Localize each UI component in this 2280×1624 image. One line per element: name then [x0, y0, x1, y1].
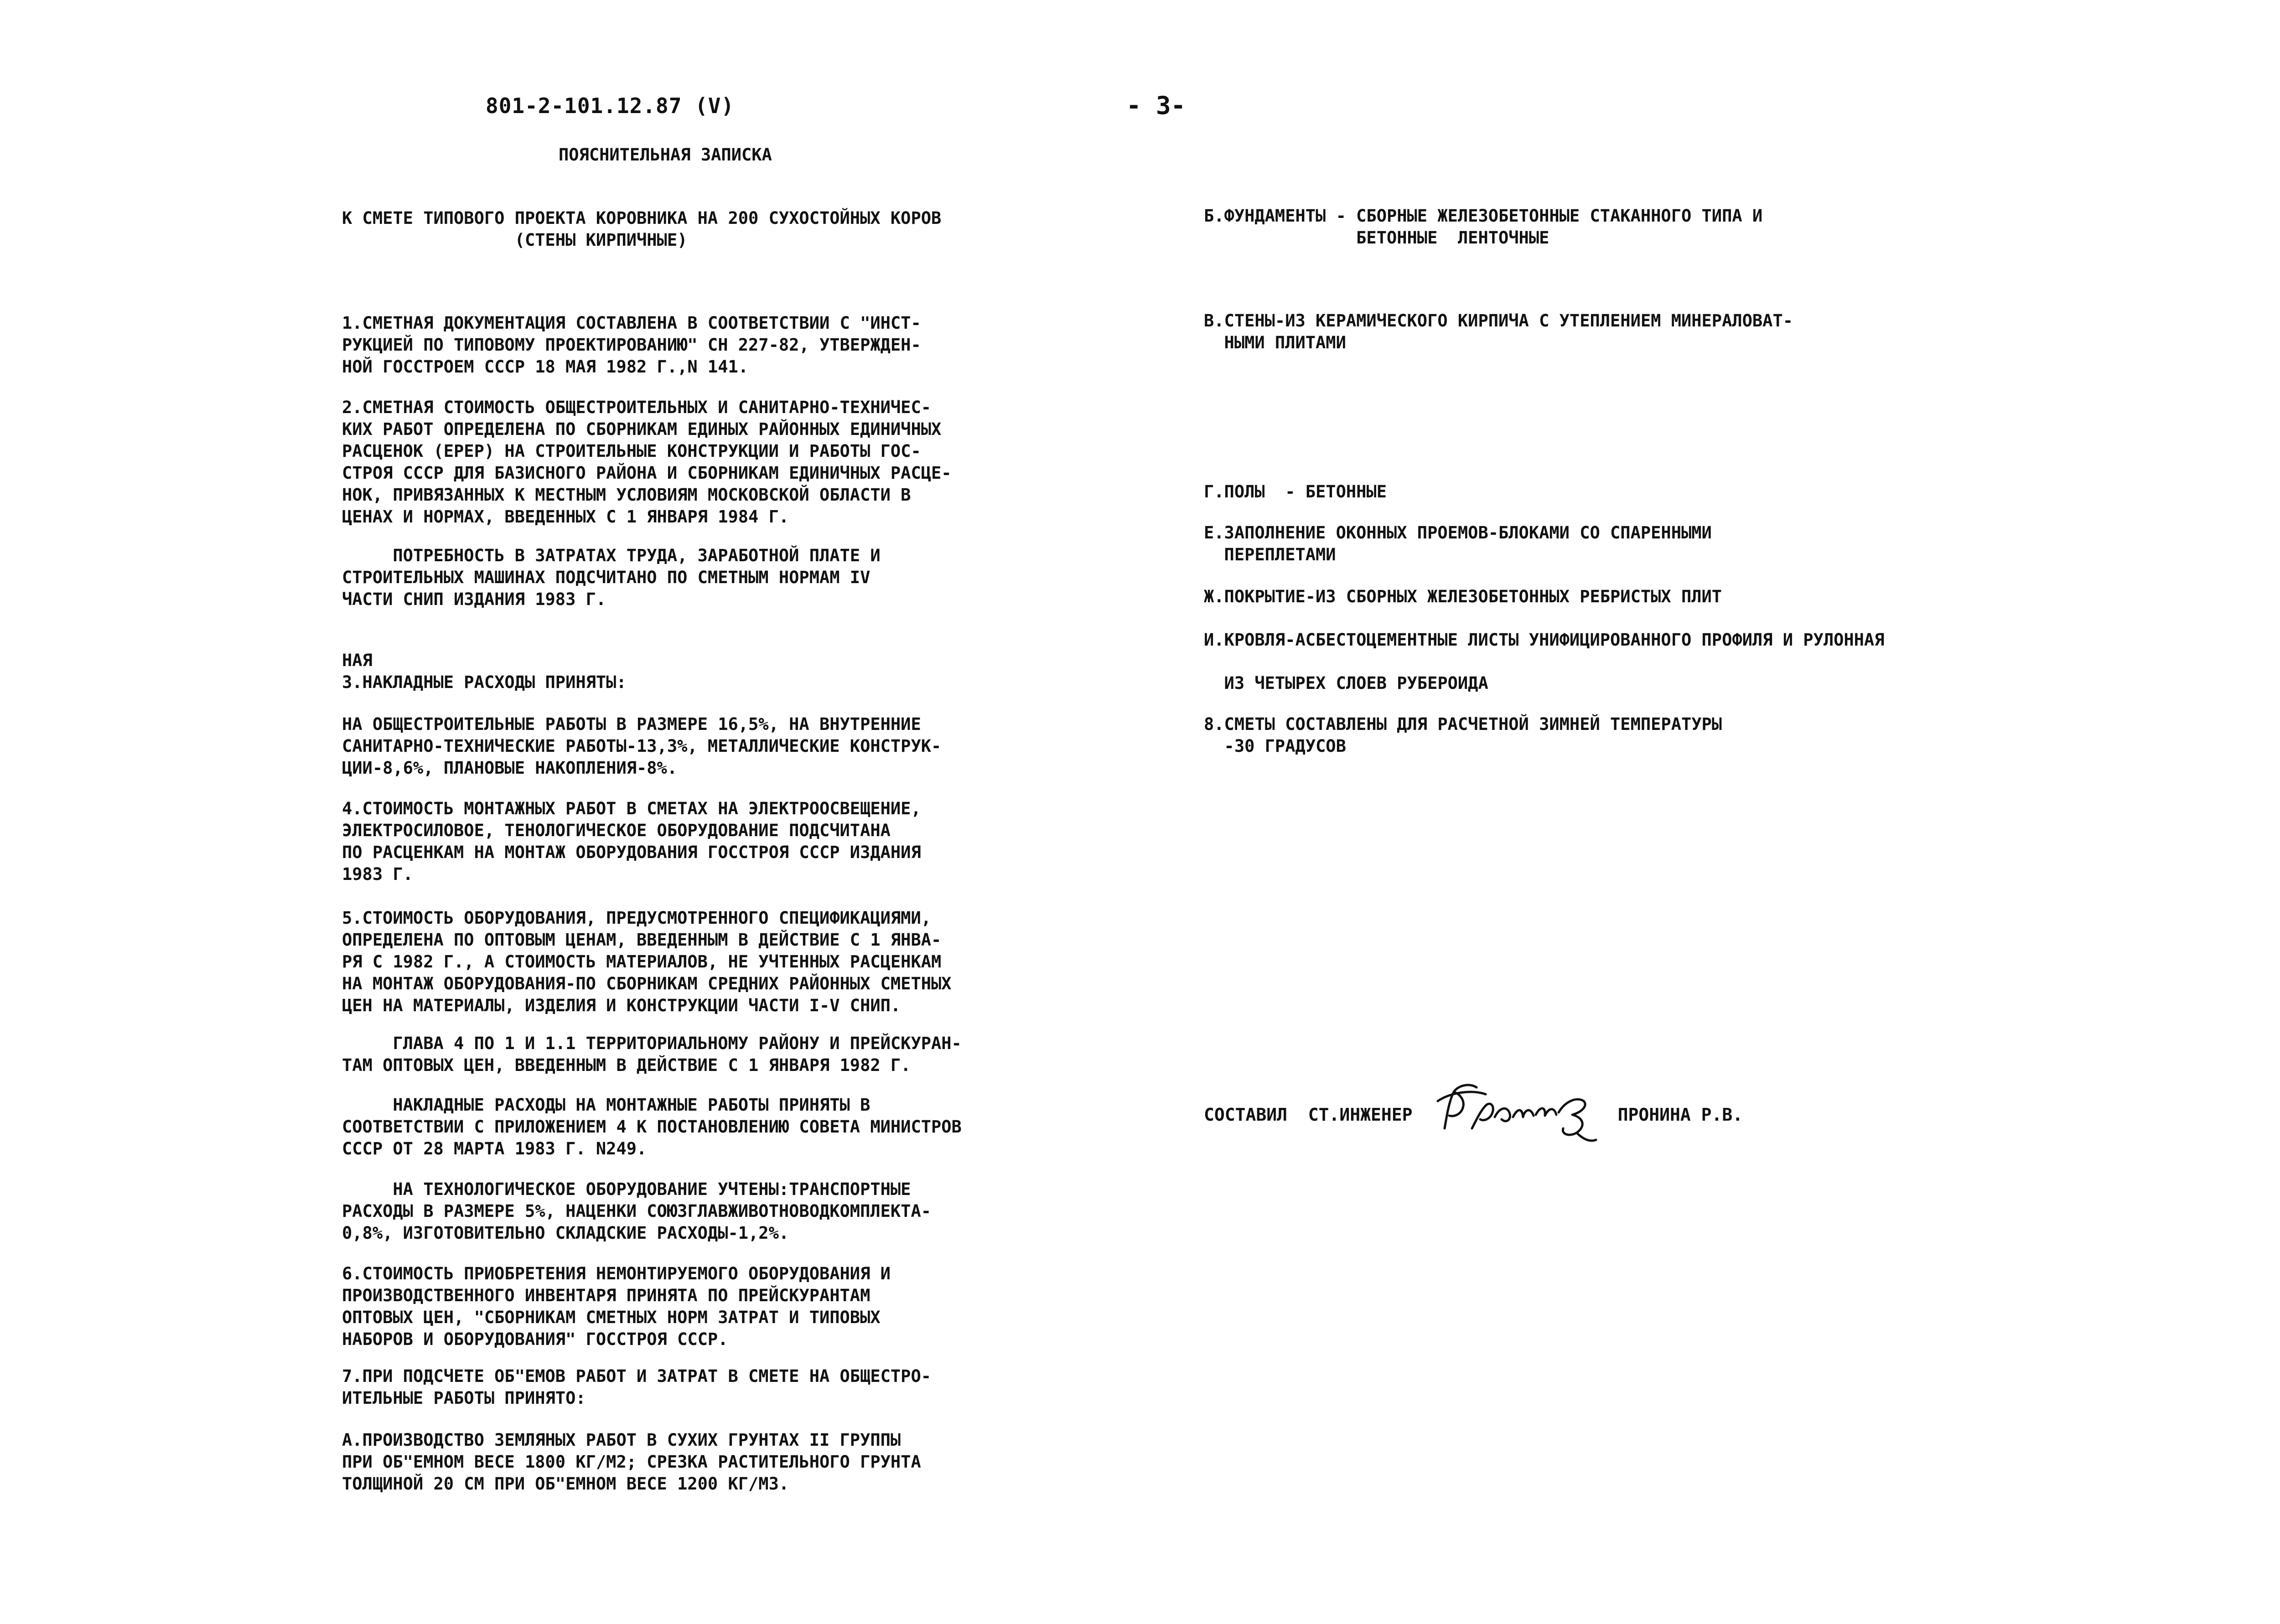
item-i-roof-continued: ИЗ ЧЕТЫРЕХ СЛОЕВ РУБЕРОИДА [1204, 673, 1488, 693]
paragraph-5: 5.СТОИМОСТЬ ОБОРУДОВАНИЯ, ПРЕДУСМОТРЕННОГО СПЕЦИФИКАЦИЯМИ, ОПРЕДЕЛЕНА ПО ОПТОВЫМ ЦЕНАМ, ВВЕДЕННЫМ В ДЕЙСТВИЕ С 1 ЯНВА- РЯ С 1982 Г., А СТОИМОСТЬ МАТЕРИАЛОВ, НЕ УЧТЕННЫХ РАСЦЕНКАМ НА МОНТАЖ ОБОРУДОВАНИЯ-ПО СБОРНИКАМ СРЕДНИХ РАЙОННЫХ СМЕТНЫХ ЦЕН НА МАТЕРИАЛЫ, ИЗДЕЛИЯ И КОНСТРУКЦИИ ЧАСТИ I-V СНИП. [342, 908, 952, 1015]
document-title: ПОЯСНИТЕЛЬНАЯ ЗАПИСКА [559, 145, 772, 165]
item-i-roof: И.КРОВЛЯ-АСБЕСТОЦЕМЕНТНЫЕ ЛИСТЫ УНИФИЦИРОВАННОГО ПРОФИЛЯ И РУЛОННАЯ [1204, 630, 1885, 650]
paragraph-6: 6.СТОИМОСТЬ ПРИОБРЕТЕНИЯ НЕМОНТИРУЕМОГО ОБОРУДОВАНИЯ И ПРОИЗВОДСТВЕННОГО ИНВЕНТАРЯ ПРИНЯТА ПО ПРЕЙСКУРАНТАМ ОПТОВЫХ ЦЕН, "СБОРНИКАМ СМЕТНЫХ НОРМ ЗАТРАТ И ТИПОВЫХ НАБОРОВ И ОБОРУДОВАНИЯ" ГОССТРОЯ СССР. [342, 1264, 891, 1349]
paragraph-overhead-rates: НА ОБЩЕСТРОИТЕЛЬНЫЕ РАБОТЫ В РАЗМЕРЕ 16,5%, НА ВНУТРЕННИЕ САНИТАРНО-ТЕХНИЧЕСКИЕ РАБОТЫ-13,3%, МЕТАЛЛИЧЕСКИЕ КОНСТРУК- ЦИИ-8,6%, ПЛАНОВЫЕ НАКОПЛЕНИЯ-8%. [342, 714, 942, 778]
compiler-name: ПРОНИНА Р.В. [1617, 1105, 1743, 1125]
paragraph-7a: А.ПРОИЗВОДСТВО ЗЕМЛЯНЫХ РАБОТ В СУХИХ ГРУНТАХ II ГРУППЫ ПРИ ОБ"ЕМНОМ ВЕСЕ 1800 КГ/М2; СРЕЗКА РАСТИТЕЛЬНОГО ГРУНТА ТОЛЩИНОЙ 20 СМ ПРИ ОБ"ЕМНОМ ВЕСЕ 1200 КГ/М3. [342, 1430, 921, 1494]
subtitle-line-1: К СМЕТЕ ТИПОВОГО ПРОЕКТА КОРОВНИКА НА 200 СУХОСТОЙНЫХ КОРОВ [342, 208, 942, 228]
subtitle-line-2: (СТЕНЫ КИРПИЧНЫЕ) [342, 230, 688, 250]
item-v-walls: В.СТЕНЫ-ИЗ КЕРАМИЧЕСКОГО КИРПИЧА С УТЕПЛЕНИЕМ МИНЕРАЛОВАТ- НЫМИ ПЛИТАМИ [1204, 311, 1793, 352]
paragraph-2: 2.СМЕТНАЯ СТОИМОСТЬ ОБЩЕСТРОИТЕЛЬНЫХ И САНИТАРНО-ТЕХНИЧЕС- КИХ РАБОТ ОПРЕДЕЛЕНА ПО СБОРНИКАМ ЕДИНЫХ РАЙОННЫХ ЕДИНИЧНЫХ РАСЦЕНОК (ЕРЕР) НА СТРОИТЕЛЬНЫЕ КОНСТРУКЦИИ И РАБОТЫ ГОС- СТРОЯ СССР ДЛЯ БАЗИСНОГО РАЙОНА И СБОРНИКАМ ЕДИНИЧНЫХ РАСЦЕ- НОК, ПРИВЯЗАННЫХ К МЕСТНЫМ УСЛОВИЯМ МОСКОВСКОЙ ОБЛАСТИ В ЦЕНАХ И НОРМАХ, ВВЕДЕННЫХ С 1 ЯНВАРЯ 1984 Г. [342, 398, 952, 527]
paragraph-4: 4.СТОИМОСТЬ МОНТАЖНЫХ РАБОТ В СМЕТАХ НА ЭЛЕКТРООСВЕЩЕНИЕ, ЭЛЕКТРОСИЛОВОЕ, ТЕНОЛОГИЧЕСКОЕ ОБОРУДОВАНИЕ ПОДСЧИТАНА ПО РАСЦЕНКАМ НА МОНТАЖ ОБОРУДОВАНИЯ ГОССТРОЯ СССР ИЗДАНИЯ 1983 Г. [342, 799, 921, 884]
paragraph-labor-needs: ПОТРЕБНОСТЬ В ЗАТРАТАХ ТРУДА, ЗАРАБОТНОЙ ПЛАТЕ И СТРОИТЕЛЬНЫХ МАШИНАХ ПОДСЧИТАНО ПО СМЕТНЫМ НОРМАМ IV ЧАСТИ СНИП ИЗДАНИЯ 1983 Г. [342, 546, 881, 609]
paragraph-1: 1.СМЕТНАЯ ДОКУМЕНТАЦИЯ СОСТАВЛЕНА В СООТВЕТСТВИИ С "ИНСТ- РУКЦИЕЙ ПО ТИПОВОМУ ПРОЕКТИРОВАНИЮ" СН 227-82, УТВЕРЖДЕН- НОЙ ГОССТРОЕМ СССР 18 МАЯ 1982 Г.,N 141. [342, 313, 921, 377]
item-b-foundations: Б.ФУНДАМЕНТЫ - СБОРНЫЕ ЖЕЛЕЗОБЕТОННЫЕ СТАКАННОГО ТИПА И БЕТОННЫЕ ЛЕНТОЧНЫЕ [1204, 206, 1763, 248]
document-code: 801-2-101.12.87 (V) [486, 93, 735, 118]
compiled-by-label: СОСТАВИЛ СТ.ИНЖЕНЕР [1204, 1105, 1413, 1125]
paragraph-chapter-4: ГЛАВА 4 ПО 1 И 1.1 ТЕРРИТОРИАЛЬНОМУ РАЙОНУ И ПРЕЙСКУРАН- ТАМ ОПТОВЫХ ЦЕН, ВВЕДЕННЫМ В ДЕЙСТВИЕ С 1 ЯНВАРЯ 1982 Г. [342, 1034, 962, 1075]
item-e-windows: Е.ЗАПОЛНЕНИЕ ОКОННЫХ ПРОЕМОВ-БЛОКАМИ СО СПАРЕННЫМИ ПЕРЕПЛЕТАМИ [1204, 523, 1712, 564]
item-zh-roofing: Ж.ПОКРЫТИЕ-ИЗ СБОРНЫХ ЖЕЛЕЗОБЕТОННЫХ РЕБРИСТЫХ ПЛИТ [1204, 587, 1722, 606]
page-number: - 3- [1126, 91, 1186, 120]
item-g-floors: Г.ПОЛЫ - БЕТОННЫЕ [1204, 482, 1387, 502]
item-8-temperature: 8.СМЕТЫ СОСТАВЛЕНЫ ДЛЯ РАСЧЕТНОЙ ЗИМНЕЙ ТЕМПЕРАТУРЫ -30 ГРАДУСОВ [1204, 714, 1722, 756]
signature-line [1204, 1074, 1743, 1156]
paragraph-equipment-costs: НА ТЕХНОЛОГИЧЕСКОЕ ОБОРУДОВАНИЕ УЧТЕНЫ:ТРАНСПОРТНЫЕ РАСХОДЫ В РАЗМЕРЕ 5%, НАЦЕНКИ СОЮЗГЛАВЖИВОТНОВОДКОМПЛЕКТА- 0,8%, ИЗГОТОВИТЕЛЬНО СКЛАДСКИЕ РАСХОДЫ-1,2%. [342, 1179, 932, 1243]
estimate-subtitle [342, 207, 941, 251]
paragraph-7: 7.ПРИ ПОДСЧЕТЕ ОБ"ЕМОВ РАБОТ И ЗАТРАТ В СМЕТЕ НА ОБЩЕСТРО- ИТЕЛЬНЫЕ РАБОТЫ ПРИНЯТО: [342, 1366, 932, 1408]
paragraph-3-heading: НАЯ 3.НАКЛАДНЫЕ РАСХОДЫ ПРИНЯТЫ: [342, 651, 627, 692]
paragraph-installation-overhead: НАКЛАДНЫЕ РАСХОДЫ НА МОНТАЖНЫЕ РАБОТЫ ПРИНЯТЫ В СООТВЕТСТВИИ С ПРИЛОЖЕНИЕМ 4 К ПОСТАНОВЛЕНИЮ СОВЕТА МИНИСТРОВ СССР ОТ 28 МАРТА 1983 Г. N249. [342, 1095, 962, 1159]
handwritten-signature [1426, 1074, 1600, 1156]
